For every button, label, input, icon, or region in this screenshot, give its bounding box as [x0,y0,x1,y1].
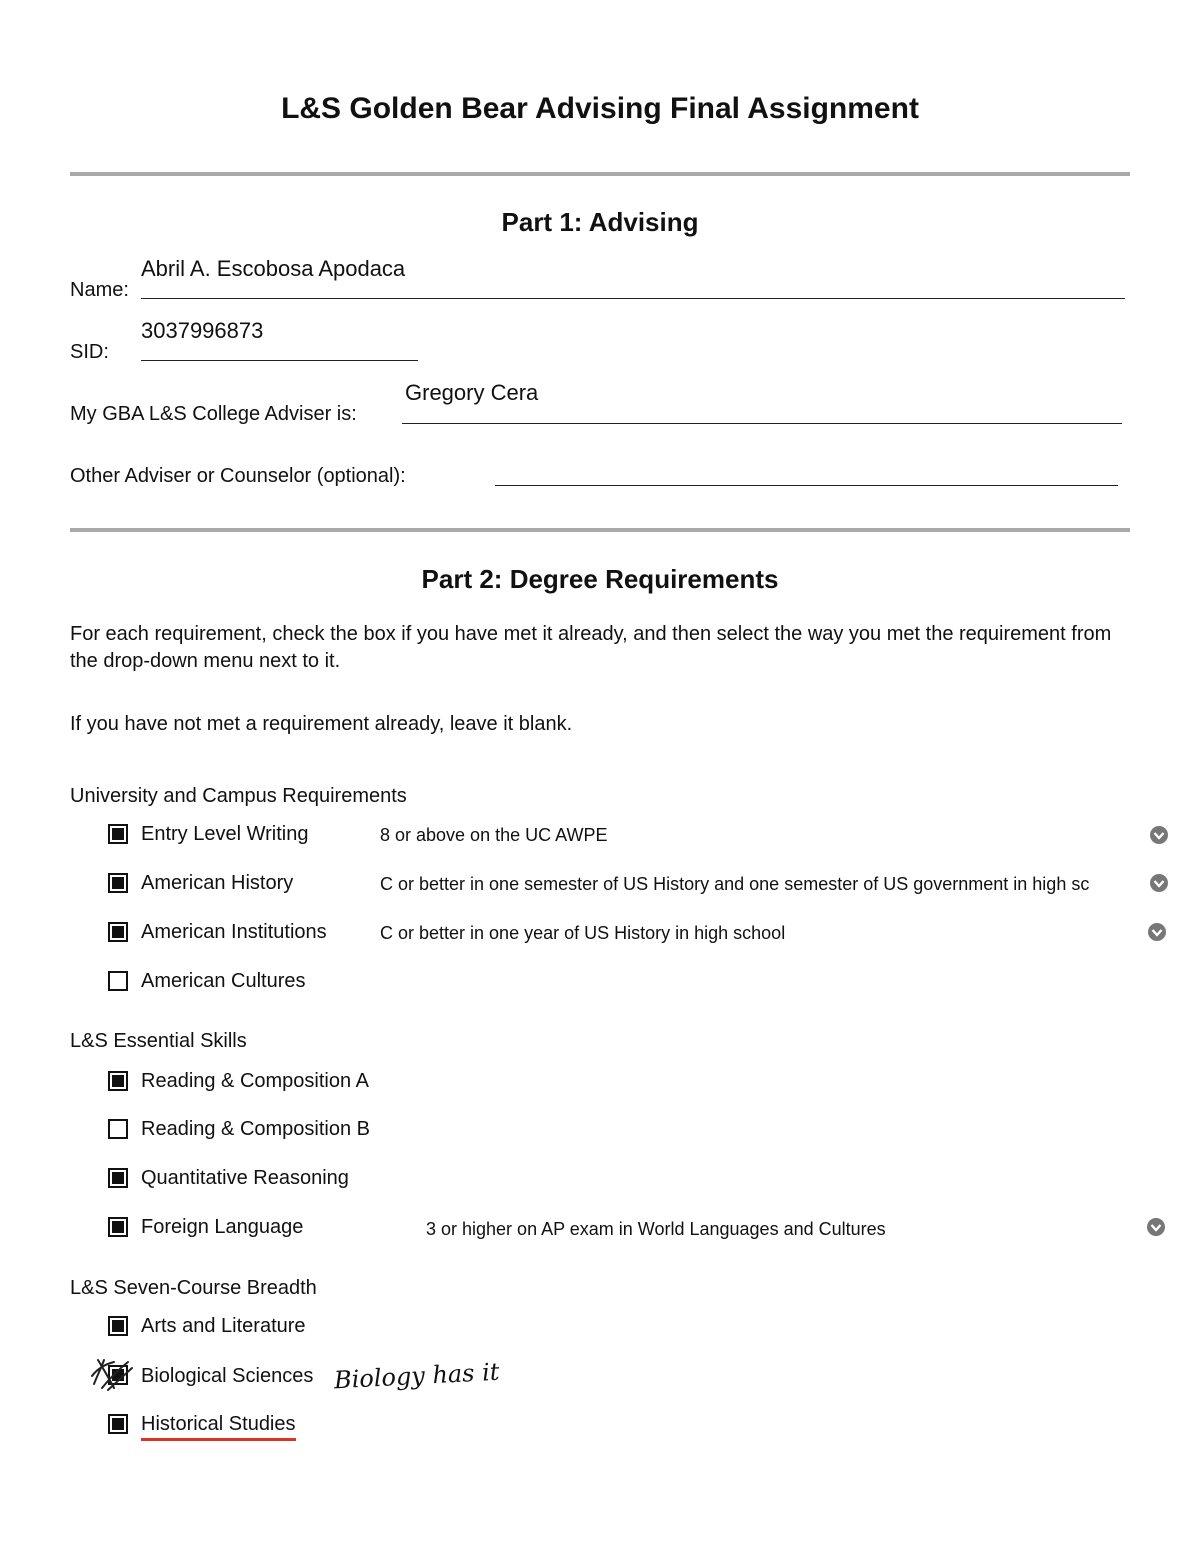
divider [70,172,1130,176]
chevron-down-circle-icon[interactable] [1147,922,1167,942]
part1-heading: Part 1: Advising [501,207,699,237]
page-title: L&S Golden Bear Advising Final Assignment [281,92,919,125]
requirement-dropdown[interactable]: 8 or above on the UC AWPE [380,825,608,845]
section-title: L&S Seven-Course Breadth [70,1277,317,1299]
checkbox-arts-literature[interactable] [108,1316,128,1336]
checkbox-entry-level-writing[interactable] [108,824,128,844]
requirement-dropdown[interactable]: C or better in one year of US History in high school [380,923,786,943]
divider [70,528,1130,532]
checkbox-reading-composition-b[interactable] [108,1119,128,1139]
adviser-field[interactable] [402,423,1122,424]
instructions: For each requirement, check the box if you have met it already, and then select the way you met the requirement from the drop-down menu next to it. [70,623,1112,672]
section-title: University and Campus Requirements [70,785,407,807]
requirement-label: Biological Sciences [141,1365,314,1387]
checkbox-reading-composition-a[interactable] [108,1071,128,1091]
section-title: L&S Essential Skills [70,1030,247,1052]
requirement-label: Arts and Literature [141,1315,306,1337]
adviser-label: My GBA L&S College Adviser is: [70,403,357,425]
chevron-down-circle-icon[interactable] [1149,825,1169,845]
checkbox-american-institutions[interactable] [108,922,128,942]
part2-heading: Part 2: Degree Requirements [421,564,779,594]
requirement-label: American History [141,872,294,894]
handwritten-note: Biology has it [333,1357,501,1395]
requirement-label: American Cultures [141,970,306,992]
name-label: Name: [70,279,129,301]
checkbox-foreign-language[interactable] [108,1217,128,1237]
requirement-label: American Institutions [141,921,327,943]
requirement-dropdown[interactable]: C or better in one semester of US History and one semester of US government in high sc [380,874,1090,894]
requirement-label: Historical Studies [141,1413,296,1441]
checkbox-quantitative-reasoning[interactable] [108,1168,128,1188]
adviser-value[interactable]: Gregory Cera [405,380,539,405]
requirement-dropdown[interactable]: 3 or higher on AP exam in World Languages and Cultures [426,1219,886,1239]
other-adviser-field[interactable] [495,485,1118,486]
requirement-label: Entry Level Writing [141,823,309,845]
name-field[interactable] [141,298,1125,299]
name-value[interactable]: Abril A. Escobosa Apodaca [141,256,406,281]
checkbox-historical-studies[interactable] [108,1414,128,1434]
requirement-label: Quantitative Reasoning [141,1167,349,1189]
chevron-down-circle-icon[interactable] [1146,1217,1166,1237]
handwritten-scribble-mark [88,1354,136,1394]
instructions-blank: If you have not met a requirement already, leave it blank. [70,713,573,735]
requirement-label: Reading & Composition B [141,1118,371,1140]
checkbox-american-cultures[interactable] [108,971,128,991]
requirement-label: Reading & Composition A [141,1070,369,1092]
sid-label: SID: [70,341,109,363]
other-adviser-label: Other Adviser or Counselor (optional): [70,465,406,487]
checkbox-american-history[interactable] [108,873,128,893]
sid-field[interactable] [141,360,418,361]
sid-value[interactable]: 3037996873 [141,318,264,343]
chevron-down-circle-icon[interactable] [1149,873,1169,893]
requirement-label: Foreign Language [141,1216,304,1238]
